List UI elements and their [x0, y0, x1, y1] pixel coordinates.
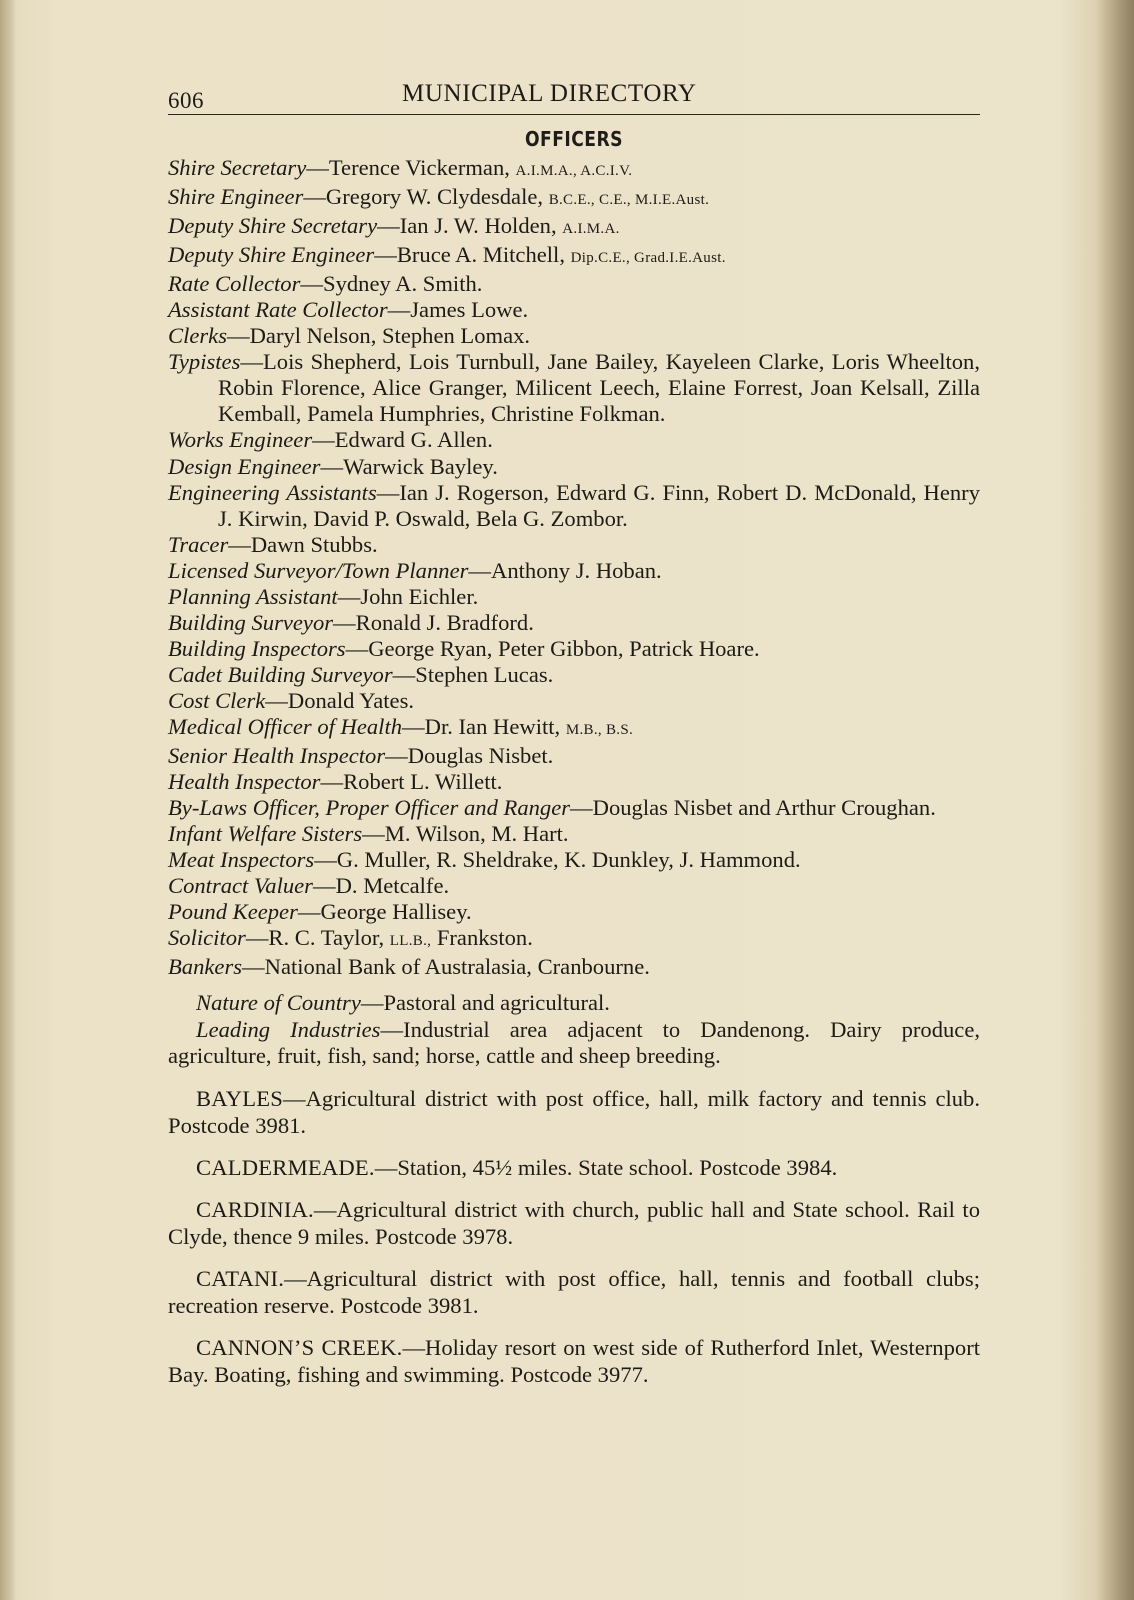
- dash: —: [570, 795, 593, 821]
- officer-title: Shire Secretary: [168, 155, 307, 180]
- officer-title: Building Inspectors: [168, 635, 346, 661]
- general-title: Nature of Country: [196, 990, 361, 1016]
- officer-entry: [168, 558, 980, 584]
- dash: —: [265, 687, 288, 713]
- running-title: MUNICIPAL DIRECTORY: [402, 80, 697, 107]
- officer-names: Anthony J. Hoban.: [491, 557, 662, 583]
- officer-title: Assistant Rate Collector: [168, 297, 388, 323]
- dash: —: [360, 990, 384, 1016]
- officer-names: Ronald J. Bradford.: [355, 609, 534, 635]
- localities-list: [168, 1085, 980, 1388]
- locality-text: Agricultural district with post office, hall, tennis and football clubs; recreation reserve. Postcode 3981.: [168, 1265, 980, 1318]
- dash: —: [374, 242, 397, 268]
- officer-entry: [168, 795, 980, 821]
- dash: —: [227, 323, 250, 349]
- officer-entry: [168, 662, 980, 688]
- officer-title: Senior Health Inspector: [168, 743, 386, 769]
- officer-names: Ian J. W. Holden,: [399, 213, 557, 239]
- officer-entry: [168, 184, 980, 213]
- dash: —: [337, 583, 361, 609]
- officer-entry: [168, 155, 980, 184]
- officer-title: Bankers: [168, 954, 243, 980]
- officer-names: Warwick Bayley.: [343, 453, 498, 479]
- officer-names: Edward G. Allen.: [334, 427, 493, 453]
- officer-title: Pound Keeper: [168, 899, 298, 925]
- locality-entry: [168, 1085, 980, 1139]
- dash: —: [303, 184, 326, 210]
- locality-text: Station, 45½ miles. State school. Postcode 3984.: [397, 1154, 838, 1180]
- officer-entry: [168, 213, 980, 242]
- officer-names: D. Metcalfe.: [335, 873, 450, 899]
- officer-names: Douglas Nisbet.: [407, 743, 554, 769]
- officer-entry: [168, 242, 980, 271]
- officer-title: Solicitor: [168, 925, 246, 951]
- officer-title: Clerks: [168, 323, 227, 349]
- officer-names: National Bank of Australasia, Cranbourne.: [264, 954, 650, 980]
- locality-name: CALDERMEADE.: [196, 1154, 375, 1180]
- officer-entry: [168, 584, 980, 610]
- officer-entry: [168, 323, 980, 349]
- officer-entry: [168, 873, 980, 899]
- officer-entry: [168, 454, 980, 480]
- general-text: Industrial area adjacent to Dandenong. Dairy produce, agriculture, fruit, fish, sand; horse, cattle and sheep breeding.: [168, 1016, 980, 1069]
- officer-title: Medical Officer of Health: [168, 713, 403, 739]
- dash: —: [468, 557, 491, 583]
- page-content: [168, 78, 980, 1388]
- officer-entry: [168, 688, 980, 714]
- officer-qualifications: A.I.M.A., A.C.I.V.: [515, 163, 633, 179]
- officer-entry: [168, 427, 980, 453]
- dash: —: [242, 954, 265, 980]
- dash: —: [313, 1196, 337, 1222]
- dash: —: [377, 213, 400, 239]
- officer-entry: [168, 636, 980, 662]
- officer-qualifications: LL.B.,: [389, 933, 432, 950]
- officer-title: Rate Collector: [168, 271, 301, 297]
- officer-title: Licensed Surveyor/Town Planner: [168, 557, 469, 583]
- general-entry: [168, 990, 980, 1017]
- officer-entry: [168, 821, 980, 847]
- locality-name: BAYLES: [196, 1085, 283, 1111]
- general-title: Leading Industries: [196, 1016, 381, 1042]
- officer-title: Deputy Shire Secretary: [168, 213, 378, 239]
- locality-entry: [168, 1196, 980, 1250]
- officer-title: Meat Inspectors: [168, 847, 315, 873]
- officer-qualifications: A.I.M.A.: [562, 221, 620, 238]
- officer-entry: [168, 714, 980, 743]
- officer-names: John Eichler.: [360, 583, 479, 609]
- dash: —: [300, 271, 323, 297]
- dash: —: [402, 713, 425, 739]
- officers-heading: OFFICERS: [525, 127, 623, 151]
- officer-names: Daryl Nelson, Stephen Lomax.: [249, 323, 531, 349]
- officer-names: Robert L. Willett.: [343, 769, 503, 795]
- general-text: Pastoral and agricultural.: [383, 990, 610, 1016]
- officer-entry: [168, 847, 980, 873]
- page-header: [168, 78, 980, 115]
- locality-text: Agricultural district with church, public hall and State school. Rail to Clyde, thence 9 miles. Postcode 3978.: [168, 1196, 980, 1249]
- officer-entry: [168, 271, 980, 297]
- dash: —: [387, 297, 411, 323]
- page-number: 606: [168, 88, 204, 113]
- locality-name: CATANI.: [196, 1265, 285, 1291]
- dash: —: [345, 635, 369, 661]
- officer-names: Dawn Stubbs.: [250, 531, 378, 557]
- officer-entry: [168, 532, 980, 558]
- officer-qualifications: M.B., B.S.: [565, 721, 634, 738]
- officer-entry: [168, 954, 980, 980]
- officer-entry: [168, 480, 980, 532]
- officer-title: Tracer: [168, 531, 229, 557]
- officer-location: Frankston.: [436, 925, 533, 951]
- locality-name: CARDINIA.: [196, 1196, 314, 1222]
- dash: —: [320, 453, 344, 479]
- officer-names: M. Wilson, M. Hart.: [384, 821, 569, 847]
- officer-title: Works Engineer: [168, 427, 313, 453]
- general-info: [168, 990, 980, 1070]
- officer-names: George Hallisey.: [320, 899, 472, 925]
- officer-names: George Ryan, Peter Gibbon, Patrick Hoare.: [368, 635, 760, 661]
- officer-names: R. C. Taylor,: [268, 925, 385, 951]
- officer-entry: [168, 899, 980, 925]
- officer-entry: [168, 349, 980, 427]
- dash: —: [314, 847, 337, 873]
- officer-title: Contract Valuer: [168, 873, 313, 899]
- locality-entry: [168, 1154, 980, 1181]
- dash: —: [392, 661, 416, 687]
- locality-name: CANNON’S CREEK.: [196, 1334, 403, 1360]
- officer-entry: [168, 743, 980, 769]
- officer-title: Engineering Assistants: [168, 479, 377, 505]
- officers-list: [168, 155, 980, 980]
- locality-text: Agricultural district with post office, hall, milk factory and tennis club. Postcode 3981.: [168, 1085, 980, 1138]
- officer-entry: [168, 610, 980, 636]
- dash: —: [284, 1265, 307, 1291]
- officer-names: Douglas Nisbet and Arthur Croughan.: [592, 795, 936, 821]
- dash: —: [380, 1016, 404, 1042]
- dash: —: [362, 821, 385, 847]
- officer-title: Cadet Building Surveyor: [168, 661, 393, 687]
- officer-entry: [168, 925, 980, 954]
- officer-names: Donald Yates.: [287, 687, 415, 713]
- dash: —: [320, 769, 344, 795]
- officer-qualifications: B.C.E., C.E., M.I.E.Aust.: [548, 192, 710, 209]
- officer-names: G. Muller, R. Sheldrake, K. Dunkley, J. Hammond.: [336, 847, 801, 873]
- officer-names: Dr. Ian Hewitt,: [424, 713, 561, 739]
- officer-names: Terence Vickerman,: [328, 155, 510, 180]
- officer-names: Ian J. Rogerson, Edward G. Finn, Robert D. McDonald, Henry J. Kirwin, David P. Oswald, Bela G. Zombor.: [218, 479, 981, 531]
- officer-title: Building Surveyor: [168, 609, 334, 635]
- officer-title: Cost Clerk: [168, 687, 266, 713]
- officer-title: Typistes: [168, 349, 241, 375]
- dash: —: [306, 155, 329, 180]
- officer-title: Deputy Shire Engineer: [168, 242, 375, 268]
- dash: —: [240, 349, 263, 375]
- dash: —: [228, 531, 251, 557]
- locality-entry: [168, 1265, 980, 1319]
- officer-title: Health Inspector: [168, 769, 321, 795]
- officer-names: Stephen Lucas.: [415, 661, 554, 687]
- dash: —: [402, 1334, 426, 1360]
- officer-names: James Lowe.: [410, 297, 529, 323]
- dash: —: [376, 479, 400, 505]
- officer-names: Bruce A. Mitchell,: [396, 242, 565, 268]
- officer-names: Sydney A. Smith.: [323, 271, 483, 297]
- officer-entry: [168, 297, 980, 323]
- officer-title: Shire Engineer: [168, 184, 304, 210]
- dash: —: [312, 873, 336, 899]
- officer-names: Gregory W. Clydesdale,: [325, 184, 544, 210]
- dash: —: [374, 1154, 398, 1180]
- dash: —: [385, 743, 408, 769]
- locality-entry: [168, 1334, 980, 1388]
- dash: —: [283, 1085, 306, 1111]
- officer-title: Infant Welfare Sisters: [168, 821, 363, 847]
- dash: —: [312, 427, 335, 453]
- officer-entry: [168, 769, 980, 795]
- dash: —: [297, 899, 321, 925]
- general-entry: [168, 1017, 980, 1070]
- officer-title: By-Laws Officer, Proper Officer and Ranger: [168, 795, 571, 821]
- officer-title: Planning Assistant: [168, 583, 338, 609]
- officer-title: Design Engineer: [168, 453, 321, 479]
- officer-names: Lois Shepherd, Lois Turnbull, Jane Bailey, Kayeleen Clarke, Loris Wheelton, Robin Florence, Alice Granger, Milicent Leech, Elaine Forrest, Joan Kelsall, Zilla Kemball, Pamela Humphries, Christine Folkman.: [218, 349, 980, 427]
- dash: —: [333, 609, 356, 635]
- dash: —: [245, 925, 269, 951]
- officer-qualifications: Dip.C.E., Grad.I.E.Aust.: [570, 250, 726, 267]
- locality-text: Holiday resort on west side of Rutherford Inlet, Westernport Bay. Boating, fishing and swimming. Postcode 3977.: [168, 1334, 980, 1387]
- book-spine-shadow: [0, 0, 14, 1600]
